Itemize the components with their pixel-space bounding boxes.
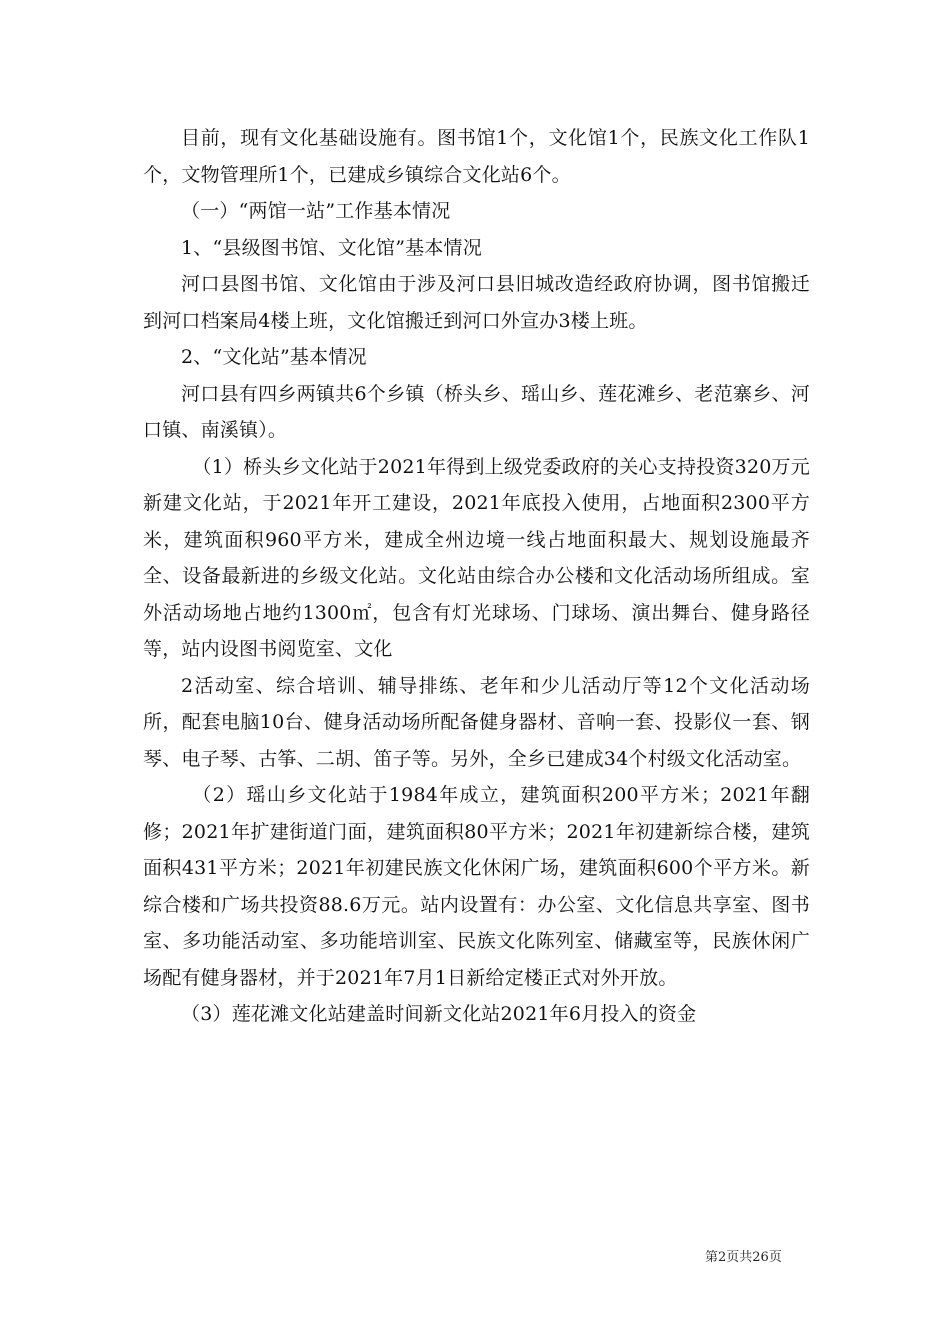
paragraph-townships-list: 河口县有四乡两镇共6个乡镇（桥头乡、瑶山乡、莲花滩乡、老范寨乡、河口镇、南溪镇）。 — [143, 382, 810, 441]
document-body — [143, 120, 810, 1033]
paragraph-facilities-overview: 目前，现有文化基础设施有。图书馆1个，文化馆1个，民族文化工作队1个，文物管理所1个，已建成乡镇综合文化站6个。 — [143, 127, 810, 186]
paragraph-lianhuatan-station: （3）莲花滩文化站建盖时间新文化站2021年6月投入的资金 — [181, 1003, 697, 1025]
subheading-cultural-stations: 2、“文化站”基本情况 — [181, 346, 367, 368]
paragraph-yaoshan-station: （2）瑶山乡文化站于1984年成立，建筑面积200平方米；2021年翻修；2021年扩建街道门面，建筑面积80平方米；2021年初建新综合楼，建筑面积431平方米；2021年初建民族文化休闲广场，建筑面积600个平方米。新综合楼和广场共投资88.6万元。站内设置有：办公室、文化信息共享室、图书室、多功能活动室、多功能培训室、民族文化陈列室、储藏室等，民族休闲广场配有健身器材，并于2021年7月1日新给定楼正式对外开放。 — [143, 784, 810, 989]
section-heading-two-halls-one-station: （一）“两馆一站”工作基本情况 — [181, 200, 451, 222]
paragraph-qiaotou-activity-rooms: 2活动室、综合培训、辅导排练、老年和少儿活动厅等12个文化活动场所，配套电脑10台、健身活动场所配备健身器材、音响一套、投影仪一套、钢琴、电子琴、古筝、二胡、笛子等。另外，全乡已建成34个村级文化活动室。 — [143, 674, 810, 770]
page-number-footer: 第2页共26页 — [705, 1250, 782, 1265]
subheading-county-library-cultural-center: 1、“县级图书馆、文化馆”基本情况 — [181, 236, 482, 259]
paragraph-qiaotou-station: （1）桥头乡文化站于2021年得到上级党委政府的关心支持投资320万元新建文化站，于2021年开工建设，2021年底投入使用，占地面积2300平方米，建筑面积960平方米，建成全州边境一线占地面积最大、规划设施最齐全、设备最新进的乡级文化站。文化站由综合办公楼和文化活动场所组成。室外活动场地占地约1300㎡，包含有灯光球场、门球场、演出舞台、健身路径等，站内设图书阅览室、文化 — [143, 455, 810, 660]
paragraph-library-relocation: 河口县图书馆、文化馆由于涉及河口县旧城改造经政府协调，图书馆搬迁到河口档案局4楼上班，文化馆搬迁到河口外宣办3楼上班。 — [143, 273, 810, 332]
